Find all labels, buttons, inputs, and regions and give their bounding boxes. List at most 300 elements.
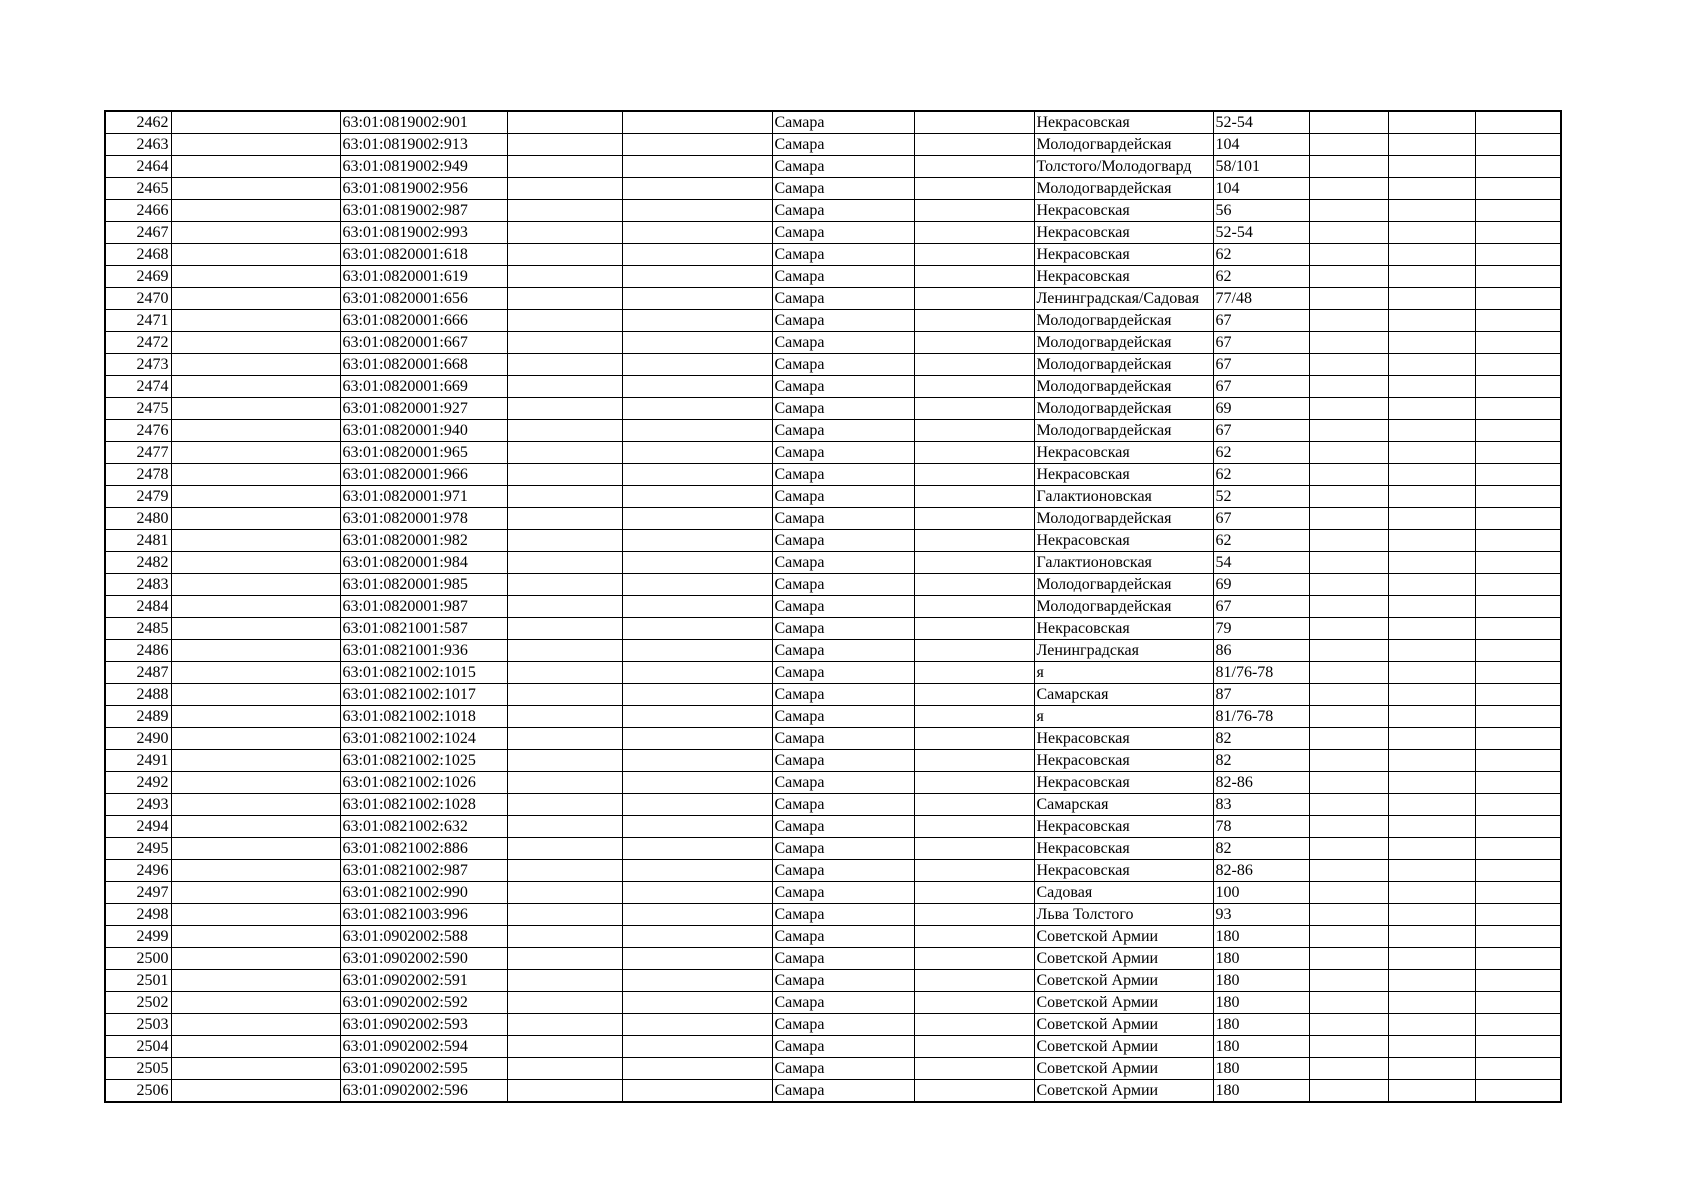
blank-cell-d	[507, 442, 622, 464]
row-number-cell: 2471	[105, 310, 171, 332]
blank-cell-j	[1309, 970, 1388, 992]
table-row	[105, 662, 1561, 684]
street-cell: Молодогвардейская	[1034, 178, 1213, 200]
blank-cell-j	[1309, 706, 1388, 728]
blank-cell-j	[1309, 288, 1388, 310]
blank-cell-k	[1388, 200, 1475, 222]
blank-cell-g	[914, 376, 1034, 398]
blank-cell-b	[171, 1014, 340, 1036]
city-cell: Самара	[772, 640, 914, 662]
street-cell: Некрасовская	[1034, 618, 1213, 640]
blank-cell-e	[622, 640, 772, 662]
street-cell: Советской Армии	[1034, 1036, 1213, 1058]
blank-cell-d	[507, 310, 622, 332]
blank-cell-d	[507, 706, 622, 728]
house-number-cell: 104	[1213, 134, 1309, 156]
city-cell: Самара	[772, 376, 914, 398]
blank-cell-g	[914, 816, 1034, 838]
row-number-cell: 2496	[105, 860, 171, 882]
blank-cell-j	[1309, 904, 1388, 926]
row-number-cell: 2479	[105, 486, 171, 508]
row-number-cell: 2488	[105, 684, 171, 706]
street-cell: Некрасовская	[1034, 464, 1213, 486]
blank-cell-b	[171, 948, 340, 970]
blank-cell-k	[1388, 948, 1475, 970]
blank-cell-d	[507, 111, 622, 134]
house-number-cell: 87	[1213, 684, 1309, 706]
table-row	[105, 992, 1561, 1014]
table-row	[105, 134, 1561, 156]
table-row	[105, 706, 1561, 728]
blank-cell-j	[1309, 1080, 1388, 1103]
blank-cell-g	[914, 530, 1034, 552]
cadastral-number-cell: 63:01:0821002:1015	[340, 662, 507, 684]
street-cell: Молодогвардейская	[1034, 376, 1213, 398]
city-cell: Самара	[772, 486, 914, 508]
blank-cell-g	[914, 926, 1034, 948]
blank-cell-j	[1309, 750, 1388, 772]
blank-cell-b	[171, 750, 340, 772]
blank-cell-b	[171, 992, 340, 1014]
street-cell: Некрасовская	[1034, 816, 1213, 838]
city-cell: Самара	[772, 530, 914, 552]
cadastral-number-cell: 63:01:0821001:936	[340, 640, 507, 662]
street-cell: Советской Армии	[1034, 1014, 1213, 1036]
blank-cell-e	[622, 244, 772, 266]
blank-cell-b	[171, 816, 340, 838]
city-cell: Самара	[772, 508, 914, 530]
city-cell: Самара	[772, 332, 914, 354]
city-cell: Самара	[772, 398, 914, 420]
blank-cell-g	[914, 684, 1034, 706]
blank-cell-d	[507, 244, 622, 266]
blank-cell-l	[1475, 244, 1561, 266]
blank-cell-l	[1475, 838, 1561, 860]
blank-cell-k	[1388, 178, 1475, 200]
blank-cell-j	[1309, 838, 1388, 860]
blank-cell-b	[171, 1036, 340, 1058]
blank-cell-e	[622, 288, 772, 310]
blank-cell-d	[507, 750, 622, 772]
cadastral-number-cell: 63:01:0820001:966	[340, 464, 507, 486]
blank-cell-d	[507, 178, 622, 200]
blank-cell-l	[1475, 178, 1561, 200]
blank-cell-g	[914, 1058, 1034, 1080]
table-row	[105, 860, 1561, 882]
blank-cell-g	[914, 618, 1034, 640]
house-number-cell: 180	[1213, 1036, 1309, 1058]
street-cell: Самарская	[1034, 794, 1213, 816]
blank-cell-b	[171, 1080, 340, 1103]
blank-cell-b	[171, 684, 340, 706]
city-cell: Самара	[772, 178, 914, 200]
city-cell: Самара	[772, 1036, 914, 1058]
row-number-cell: 2473	[105, 354, 171, 376]
row-number-cell: 2475	[105, 398, 171, 420]
blank-cell-e	[622, 1036, 772, 1058]
row-number-cell: 2489	[105, 706, 171, 728]
blank-cell-b	[171, 1058, 340, 1080]
city-cell: Самара	[772, 904, 914, 926]
blank-cell-k	[1388, 838, 1475, 860]
blank-cell-l	[1475, 310, 1561, 332]
row-number-cell: 2478	[105, 464, 171, 486]
row-number-cell: 2462	[105, 111, 171, 134]
blank-cell-b	[171, 596, 340, 618]
street-cell: Советской Армии	[1034, 1080, 1213, 1103]
cadastral-number-cell: 63:01:0821002:1026	[340, 772, 507, 794]
blank-cell-b	[171, 420, 340, 442]
cadastral-number-cell: 63:01:0819002:901	[340, 111, 507, 134]
blank-cell-d	[507, 1036, 622, 1058]
blank-cell-d	[507, 640, 622, 662]
blank-cell-b	[171, 838, 340, 860]
table-row	[105, 530, 1561, 552]
blank-cell-k	[1388, 794, 1475, 816]
blank-cell-b	[171, 354, 340, 376]
blank-cell-d	[507, 222, 622, 244]
blank-cell-g	[914, 750, 1034, 772]
blank-cell-b	[171, 222, 340, 244]
city-cell: Самара	[772, 772, 914, 794]
blank-cell-j	[1309, 794, 1388, 816]
blank-cell-j	[1309, 772, 1388, 794]
city-cell: Самара	[772, 442, 914, 464]
street-cell: Молодогвардейская	[1034, 420, 1213, 442]
blank-cell-j	[1309, 948, 1388, 970]
table-row	[105, 310, 1561, 332]
city-cell: Самара	[772, 992, 914, 1014]
table-row	[105, 618, 1561, 640]
blank-cell-e	[622, 1014, 772, 1036]
blank-cell-e	[622, 882, 772, 904]
blank-cell-e	[622, 420, 772, 442]
house-number-cell: 69	[1213, 574, 1309, 596]
blank-cell-g	[914, 1036, 1034, 1058]
table-row	[105, 266, 1561, 288]
house-number-cell: 83	[1213, 794, 1309, 816]
blank-cell-j	[1309, 442, 1388, 464]
blank-cell-d	[507, 596, 622, 618]
blank-cell-e	[622, 111, 772, 134]
blank-cell-j	[1309, 464, 1388, 486]
blank-cell-g	[914, 970, 1034, 992]
blank-cell-b	[171, 706, 340, 728]
city-cell: Самара	[772, 354, 914, 376]
blank-cell-g	[914, 992, 1034, 1014]
blank-cell-g	[914, 134, 1034, 156]
cadastral-number-cell: 63:01:0820001:985	[340, 574, 507, 596]
city-cell: Самара	[772, 970, 914, 992]
blank-cell-l	[1475, 772, 1561, 794]
blank-cell-e	[622, 992, 772, 1014]
cadastral-number-cell: 63:01:0820001:618	[340, 244, 507, 266]
blank-cell-b	[171, 772, 340, 794]
row-number-cell: 2466	[105, 200, 171, 222]
blank-cell-j	[1309, 992, 1388, 1014]
blank-cell-b	[171, 970, 340, 992]
house-number-cell: 180	[1213, 926, 1309, 948]
blank-cell-d	[507, 816, 622, 838]
table-row	[105, 596, 1561, 618]
table-row	[105, 750, 1561, 772]
house-number-cell: 62	[1213, 530, 1309, 552]
blank-cell-b	[171, 574, 340, 596]
blank-cell-b	[171, 508, 340, 530]
blank-cell-l	[1475, 442, 1561, 464]
city-cell: Самара	[772, 310, 914, 332]
blank-cell-l	[1475, 200, 1561, 222]
blank-cell-l	[1475, 640, 1561, 662]
street-cell: Советской Армии	[1034, 970, 1213, 992]
row-number-cell: 2502	[105, 992, 171, 1014]
blank-cell-k	[1388, 530, 1475, 552]
street-cell: я	[1034, 662, 1213, 684]
house-number-cell: 58/101	[1213, 156, 1309, 178]
blank-cell-k	[1388, 1014, 1475, 1036]
blank-cell-b	[171, 464, 340, 486]
table-row	[105, 332, 1561, 354]
blank-cell-g	[914, 860, 1034, 882]
street-cell: Молодогвардейская	[1034, 398, 1213, 420]
blank-cell-l	[1475, 1014, 1561, 1036]
blank-cell-k	[1388, 706, 1475, 728]
blank-cell-j	[1309, 332, 1388, 354]
blank-cell-e	[622, 1058, 772, 1080]
row-number-cell: 2503	[105, 1014, 171, 1036]
house-number-cell: 62	[1213, 266, 1309, 288]
blank-cell-b	[171, 882, 340, 904]
house-number-cell: 81/76-78	[1213, 706, 1309, 728]
blank-cell-e	[622, 134, 772, 156]
house-number-cell: 82	[1213, 750, 1309, 772]
blank-cell-l	[1475, 816, 1561, 838]
blank-cell-d	[507, 530, 622, 552]
blank-cell-k	[1388, 728, 1475, 750]
blank-cell-d	[507, 376, 622, 398]
blank-cell-k	[1388, 926, 1475, 948]
blank-cell-g	[914, 266, 1034, 288]
blank-cell-j	[1309, 618, 1388, 640]
blank-cell-l	[1475, 596, 1561, 618]
blank-cell-e	[622, 200, 772, 222]
row-number-cell: 2494	[105, 816, 171, 838]
blank-cell-k	[1388, 1080, 1475, 1103]
street-cell: Некрасовская	[1034, 442, 1213, 464]
house-number-cell: 67	[1213, 508, 1309, 530]
blank-cell-l	[1475, 552, 1561, 574]
blank-cell-j	[1309, 178, 1388, 200]
blank-cell-d	[507, 1058, 622, 1080]
blank-cell-j	[1309, 398, 1388, 420]
street-cell: Некрасовская	[1034, 728, 1213, 750]
blank-cell-d	[507, 794, 622, 816]
row-number-cell: 2487	[105, 662, 171, 684]
table-row	[105, 904, 1561, 926]
cadastral-number-cell: 63:01:0821001:587	[340, 618, 507, 640]
blank-cell-e	[622, 442, 772, 464]
street-cell: Молодогвардейская	[1034, 596, 1213, 618]
cadastral-number-cell: 63:01:0820001:984	[340, 552, 507, 574]
blank-cell-e	[622, 310, 772, 332]
row-number-cell: 2504	[105, 1036, 171, 1058]
cadastral-number-cell: 63:01:0821002:987	[340, 860, 507, 882]
row-number-cell: 2483	[105, 574, 171, 596]
cadastral-number-cell: 63:01:0819002:913	[340, 134, 507, 156]
blank-cell-d	[507, 860, 622, 882]
blank-cell-l	[1475, 134, 1561, 156]
house-number-cell: 67	[1213, 354, 1309, 376]
cadastral-number-cell: 63:01:0821002:1028	[340, 794, 507, 816]
blank-cell-k	[1388, 574, 1475, 596]
blank-cell-g	[914, 1014, 1034, 1036]
row-number-cell: 2491	[105, 750, 171, 772]
blank-cell-l	[1475, 904, 1561, 926]
table-row	[105, 1058, 1561, 1080]
cadastral-number-cell: 63:01:0820001:971	[340, 486, 507, 508]
blank-cell-l	[1475, 420, 1561, 442]
blank-cell-e	[622, 816, 772, 838]
blank-cell-g	[914, 244, 1034, 266]
blank-cell-d	[507, 838, 622, 860]
blank-cell-e	[622, 860, 772, 882]
cadastral-number-cell: 63:01:0821002:886	[340, 838, 507, 860]
blank-cell-k	[1388, 1036, 1475, 1058]
city-cell: Самара	[772, 1014, 914, 1036]
blank-cell-l	[1475, 530, 1561, 552]
blank-cell-k	[1388, 486, 1475, 508]
house-number-cell: 67	[1213, 332, 1309, 354]
city-cell: Самара	[772, 464, 914, 486]
blank-cell-k	[1388, 376, 1475, 398]
blank-cell-l	[1475, 354, 1561, 376]
blank-cell-j	[1309, 574, 1388, 596]
city-cell: Самара	[772, 948, 914, 970]
blank-cell-g	[914, 552, 1034, 574]
street-cell: Садовая	[1034, 882, 1213, 904]
blank-cell-l	[1475, 156, 1561, 178]
blank-cell-l	[1475, 750, 1561, 772]
city-cell: Самара	[772, 794, 914, 816]
street-cell: Некрасовская	[1034, 244, 1213, 266]
blank-cell-k	[1388, 904, 1475, 926]
blank-cell-d	[507, 486, 622, 508]
cadastral-number-cell: 63:01:0902002:590	[340, 948, 507, 970]
row-number-cell: 2498	[105, 904, 171, 926]
blank-cell-g	[914, 662, 1034, 684]
cadastral-number-cell: 63:01:0821002:1024	[340, 728, 507, 750]
house-number-cell: 104	[1213, 178, 1309, 200]
blank-cell-e	[622, 948, 772, 970]
street-cell: Некрасовская	[1034, 750, 1213, 772]
house-number-cell: 180	[1213, 1014, 1309, 1036]
cadastral-number-cell: 63:01:0819002:956	[340, 178, 507, 200]
blank-cell-k	[1388, 596, 1475, 618]
blank-cell-j	[1309, 530, 1388, 552]
blank-cell-k	[1388, 442, 1475, 464]
cadastral-number-cell: 63:01:0820001:656	[340, 288, 507, 310]
house-number-cell: 180	[1213, 1058, 1309, 1080]
city-cell: Самара	[772, 156, 914, 178]
house-number-cell: 67	[1213, 420, 1309, 442]
blank-cell-e	[622, 354, 772, 376]
blank-cell-l	[1475, 706, 1561, 728]
blank-cell-l	[1475, 860, 1561, 882]
row-number-cell: 2501	[105, 970, 171, 992]
street-cell: Ленинградская/Садовая	[1034, 288, 1213, 310]
city-cell: Самара	[772, 1080, 914, 1103]
blank-cell-g	[914, 200, 1034, 222]
blank-cell-b	[171, 926, 340, 948]
blank-cell-k	[1388, 266, 1475, 288]
blank-cell-d	[507, 992, 622, 1014]
table-row	[105, 948, 1561, 970]
cadastral-number-cell: 63:01:0820001:619	[340, 266, 507, 288]
row-number-cell: 2482	[105, 552, 171, 574]
cadastral-number-cell: 63:01:0821002:632	[340, 816, 507, 838]
blank-cell-g	[914, 794, 1034, 816]
blank-cell-b	[171, 266, 340, 288]
cadastral-number-cell: 63:01:0820001:965	[340, 442, 507, 464]
blank-cell-d	[507, 882, 622, 904]
blank-cell-d	[507, 970, 622, 992]
blank-cell-d	[507, 508, 622, 530]
table-row	[105, 772, 1561, 794]
table-row	[105, 420, 1561, 442]
cadastral-number-cell: 63:01:0820001:940	[340, 420, 507, 442]
blank-cell-g	[914, 464, 1034, 486]
blank-cell-d	[507, 684, 622, 706]
city-cell: Самара	[772, 288, 914, 310]
city-cell: Самара	[772, 1058, 914, 1080]
blank-cell-d	[507, 1080, 622, 1103]
row-number-cell: 2477	[105, 442, 171, 464]
blank-cell-e	[622, 178, 772, 200]
blank-cell-j	[1309, 926, 1388, 948]
row-number-cell: 2463	[105, 134, 171, 156]
blank-cell-j	[1309, 354, 1388, 376]
house-number-cell: 180	[1213, 970, 1309, 992]
row-number-cell: 2497	[105, 882, 171, 904]
blank-cell-k	[1388, 816, 1475, 838]
blank-cell-k	[1388, 222, 1475, 244]
row-number-cell: 2506	[105, 1080, 171, 1103]
blank-cell-e	[622, 464, 772, 486]
blank-cell-g	[914, 310, 1034, 332]
street-cell: Некрасовская	[1034, 111, 1213, 134]
city-cell: Самара	[772, 882, 914, 904]
cadastral-number-cell: 63:01:0820001:927	[340, 398, 507, 420]
blank-cell-j	[1309, 860, 1388, 882]
blank-cell-j	[1309, 376, 1388, 398]
blank-cell-b	[171, 486, 340, 508]
blank-cell-e	[622, 728, 772, 750]
blank-cell-g	[914, 486, 1034, 508]
blank-cell-l	[1475, 662, 1561, 684]
blank-cell-b	[171, 178, 340, 200]
city-cell: Самара	[772, 200, 914, 222]
blank-cell-k	[1388, 662, 1475, 684]
blank-cell-k	[1388, 310, 1475, 332]
blank-cell-b	[171, 530, 340, 552]
blank-cell-e	[622, 618, 772, 640]
cadastral-number-cell: 63:01:0820001:982	[340, 530, 507, 552]
blank-cell-e	[622, 596, 772, 618]
city-cell: Самара	[772, 266, 914, 288]
blank-cell-b	[171, 288, 340, 310]
blank-cell-l	[1475, 398, 1561, 420]
blank-cell-l	[1475, 111, 1561, 134]
